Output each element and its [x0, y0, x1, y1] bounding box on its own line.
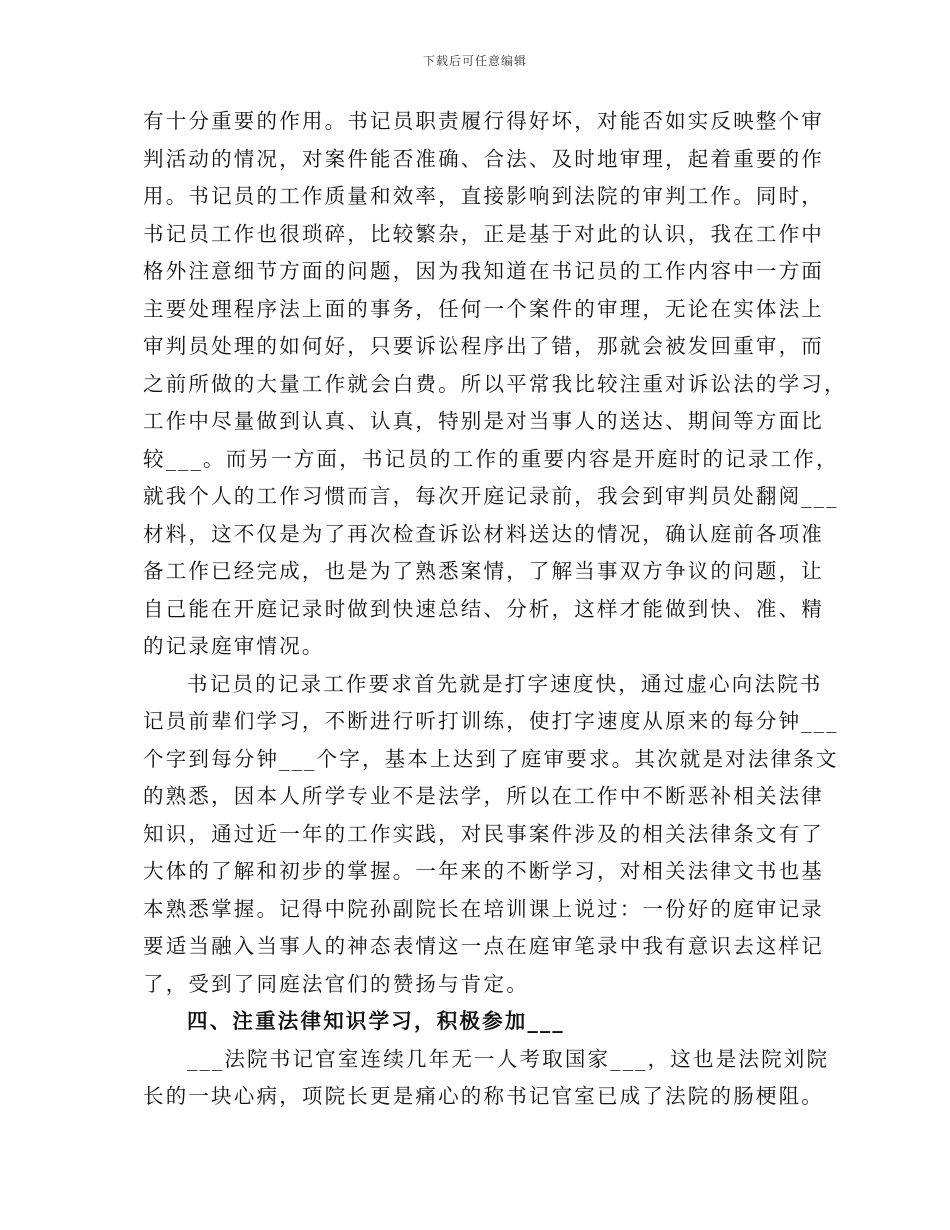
text-line: 记员前辈们学习，不断进行听打训练，使打字速度从原来的每分钟___ [143, 709, 839, 733]
text-line: 用。书记员的工作质量和效率，直接影响到法院的审判工作。同时， [143, 184, 824, 208]
text-line: 工作中尽量做到认真、认真，特别是对当事人的送达、期间等方面比 [143, 409, 824, 433]
text-line: 审判员处理的如何好，只要诉讼程序出了错，那就会被发回重审，而 [143, 334, 824, 358]
text-line: 格外注意细节方面的问题，因为我知道在书记员的工作内容中一方面 [143, 259, 824, 283]
page-header-note: 下载后可任意编辑 [422, 54, 527, 68]
text-line: 的记录庭审情况。 [143, 634, 325, 658]
text-line: 有十分重要的作用。书记员职责履行得好坏，对能否如实反映整个审 [143, 109, 824, 133]
text-line: 长的一块心病，项院长更是痛心的称书记官室已成了法院的肠梗阻。 [143, 1084, 824, 1108]
text-line: 大体的了解和初步的掌握。一年来的不断学习，对相关法律文书也基 [143, 859, 824, 883]
text-line: 之前所做的大量工作就会白费。所以平常我比较注重对诉讼法的学习， [143, 371, 847, 396]
text-line-paragraph-start: ___法院书记官室连续几年无一人考取国家___，这也是法院刘院 [187, 1046, 830, 1071]
document-body [143, 103, 847, 1116]
text-line: 较___。而另一方面，书记员的工作的重要内容是开庭时的记录工作， [143, 446, 839, 471]
text-line: 书记员工作也很琐碎，比较繁杂，正是基于对此的认识，我在工作中 [143, 221, 824, 246]
text-line: 就我个人的工作习惯而言，每次开庭记录前，我会到审判员处翻阅___ [143, 484, 839, 508]
text-line: 的熟悉，因本人所学专业不是法学，所以在工作中不断恶补相关法律 [143, 784, 824, 808]
text-line: 材料，这不仅是为了再次检查诉讼材料送达的情况，确认庭前各项准 [143, 521, 824, 546]
text-line: 了，受到了同庭法官们的赞扬与肯定。 [143, 971, 529, 996]
text-line: 自己能在开庭记录时做到快速总结、分析，这样才能做到快、准、精 [143, 596, 824, 621]
text-line: 知识，通过近一年的工作实践，对民事案件涉及的相关法律条文有了 [143, 821, 824, 846]
text-line: 要适当融入当事人的神态表情这一点在庭审笔录中我有意识去这样记 [143, 934, 824, 958]
text-line: 主要处理程序法上面的事务，任何一个案件的审理，无论在实体法上 [143, 296, 824, 321]
text-line: 备工作已经完成，也是为了熟悉案情，了解当事双方争议的问题，让 [143, 559, 824, 583]
section-heading: 四、注重法律知识学习，积极参加___ [187, 1009, 565, 1033]
text-line: 判活动的情况，对案件能否准确、合法、及时地审理，起着重要的作 [143, 146, 824, 171]
text-line-paragraph-start: 书记员的记录工作要求首先就是打字速度快，通过虚心向法院书 [187, 671, 823, 696]
text-line: 本熟悉掌握。记得中院孙副院长在培训课上说过：一份好的庭审记录 [143, 896, 824, 921]
text-line: 个字到每分钟___个字，基本上达到了庭审要求。其次就是对法律条文 [143, 746, 839, 771]
